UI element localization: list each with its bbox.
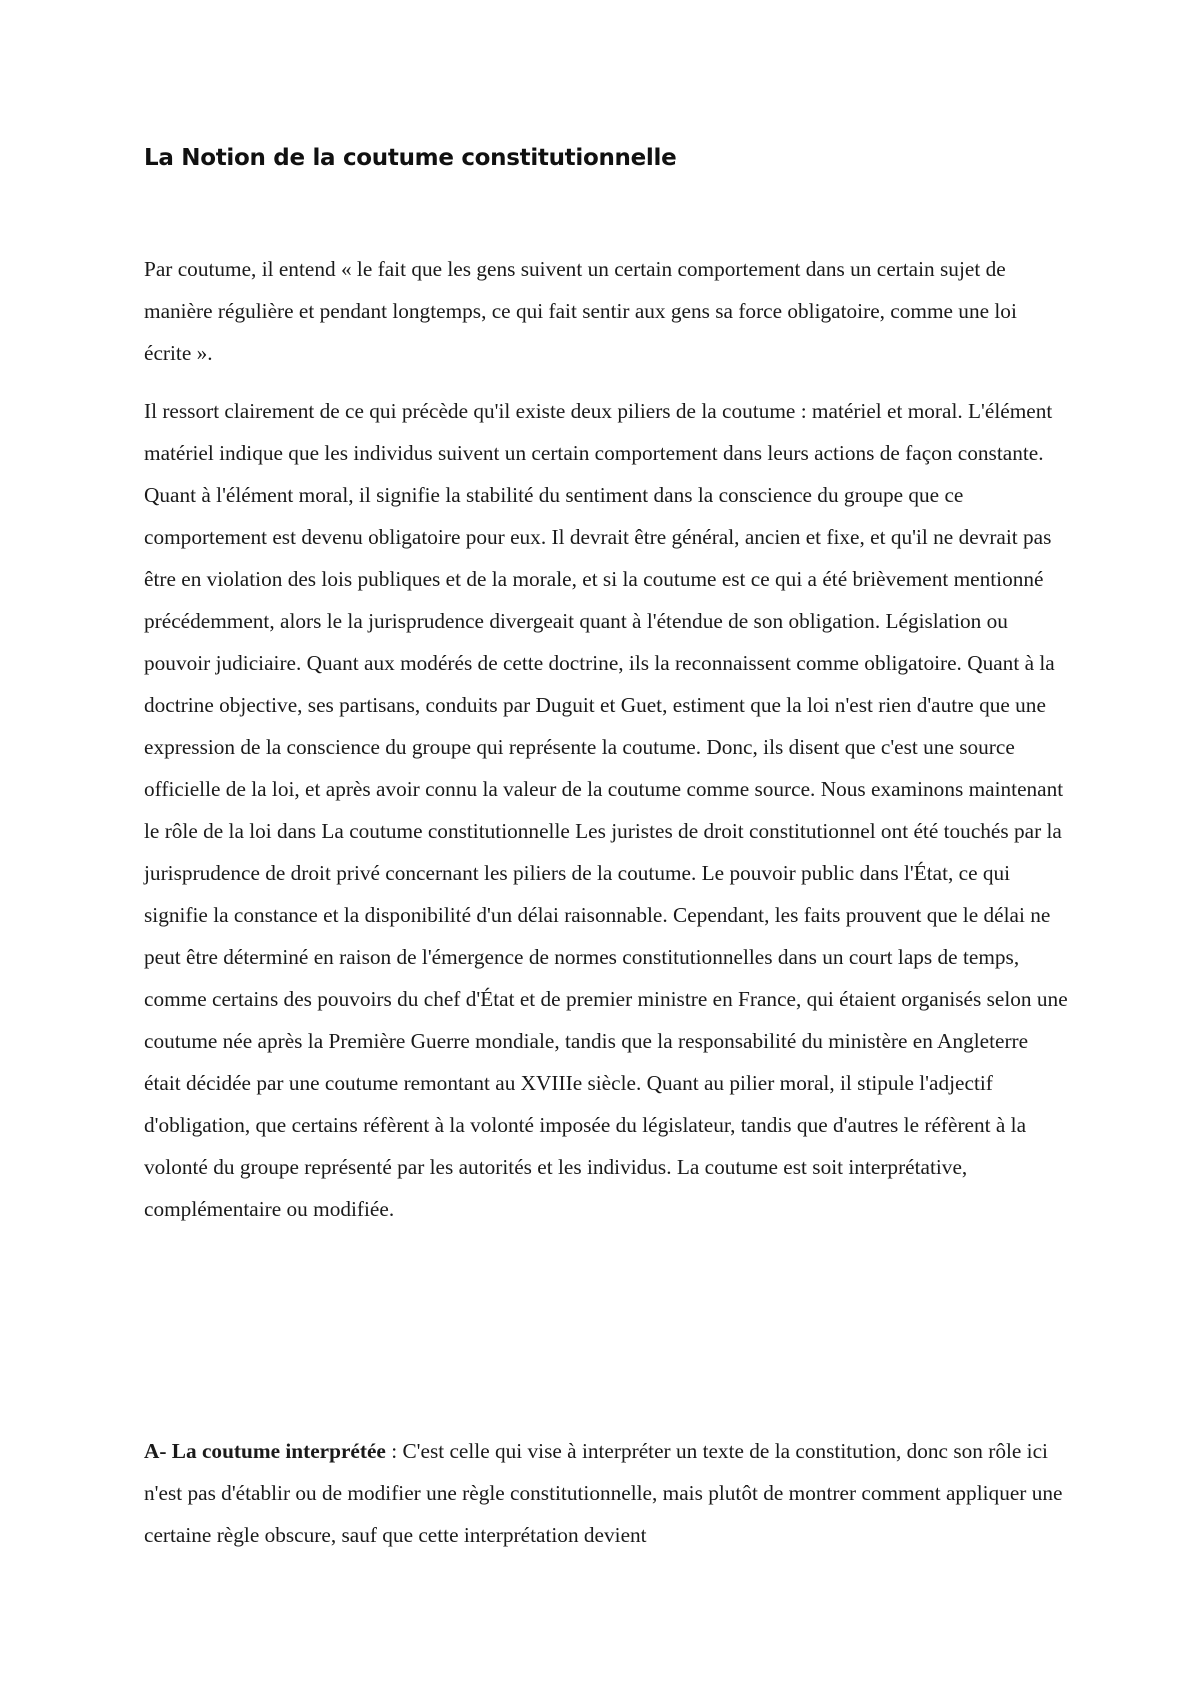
document-title: La Notion de la coutume constitutionnelle: [144, 145, 677, 171]
paragraph-definition: Par coutume, il entend « le fait que les gens suivent un certain comportement dans un certain sujet de manière régulière et pendant longtemps, ce qui fait sentir aux gens sa force obligatoire, comme une loi écrite ».: [144, 257, 1017, 365]
section-a-heading: A- La coutume interprétée: [144, 1439, 386, 1463]
paragraph-piliers: Il ressort clairement de ce qui précède qu'il existe deux piliers de la coutume : matériel et moral. L'élément matériel indique que les individus suivent un certain comportement dans leurs actions de façon constante. Quant à l'élément moral, il signifie la stabilité du sentiment dans la conscience du groupe que ce comportement est devenu obligatoire pour eux. Il devrait être général, ancien et fixe, et qu'il ne devrait pas être en violation des lois publiques et de la morale, et si la coutume est ce qui a été brièvement mentionné précédemment, alors le la jurisprudence divergeait quant à l'étendue de son obligation. Législation ou pouvoir judiciaire. Quant aux modérés de cette doctrine, ils la reconnaissent comme obligatoire. Quant à la doctrine objective, ses partisans, conduits par Duguit et Guet, estiment que la loi n'est rien d'autre que une expression de la conscience du groupe qui représente la coutume. Donc, ils disent que c'est une source officielle de la loi, et après avoir connu la valeur de la coutume comme source. Nous examinons maintenant le rôle de la loi dans La coutume constitutionnelle Les juristes de droit constitutionnel ont été touchés par la jurisprudence de droit privé concernant les piliers de la coutume. Le pouvoir public dans l'État, ce qui signifie la constance et la disponibilité d'un délai raisonnable. Cependant, les faits prouvent que le délai ne peut être déterminé en raison de l'émergence de normes constitutionnelles dans un court laps de temps, comme certains des pouvoirs du chef d'État et de premier ministre en France, qui étaient organisés selon une coutume née après la Première Guerre mondiale, tandis que la responsabilité du ministère en Angleterre était décidée par une coutume remontant au XVIIIe siècle. Quant au pilier moral, il stipule l'adjectif d'obligation, que certains réfèrent à la volonté imposée du législateur, tandis que d'autres le réfèrent à la volonté du groupe représenté par les autorités et les individus. La coutume est soit interprétative, complémentaire ou modifiée.: [144, 399, 1068, 1221]
section-a-text: : C'est celle qui vise à interpréter un texte de la constitution, donc son rôle ici n'est pas d'établir ou de modifier une règle constitutionnelle, mais plutôt de montrer comment appliquer une certaine règle obscure, sauf que cette interprétation devient: [144, 1439, 1063, 1547]
paragraph-section-a: [144, 1430, 1069, 1556]
